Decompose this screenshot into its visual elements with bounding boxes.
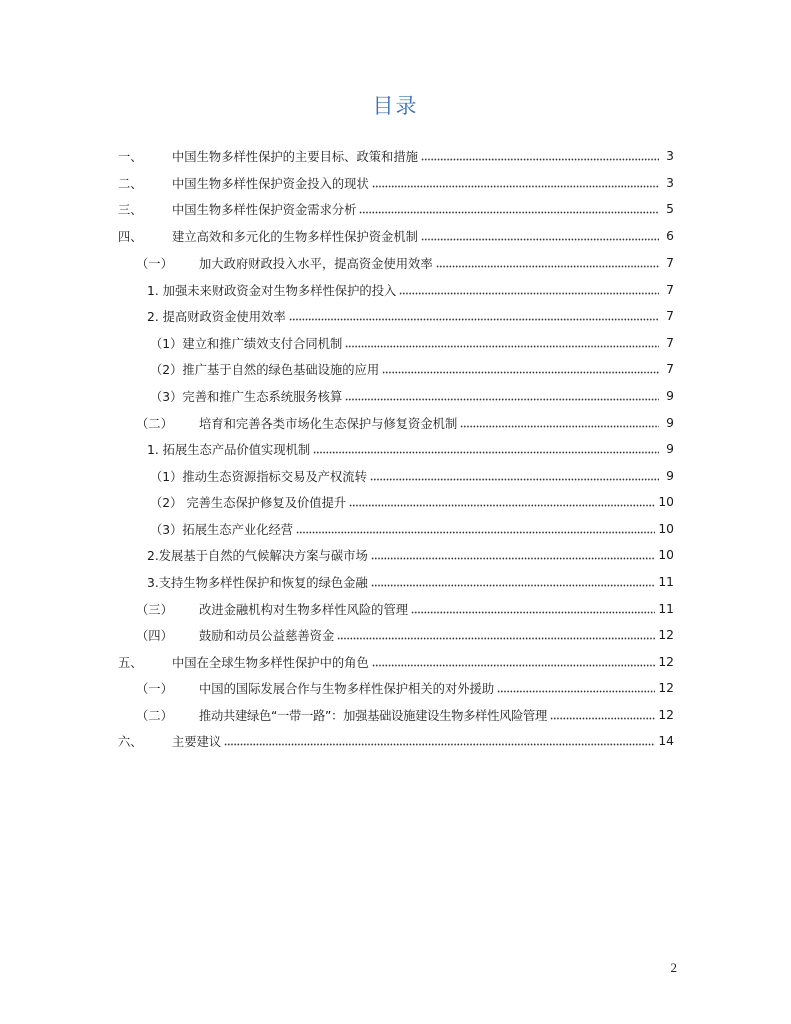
toc-entry[interactable] bbox=[147, 280, 674, 300]
toc-entry-number: （三） bbox=[136, 603, 173, 617]
toc-entry-label: （1）推动生态资源指标交易及产权流转 bbox=[150, 470, 367, 484]
toc-entry-label: （2） 完善生态保护修复及价值提升 bbox=[150, 496, 347, 510]
toc-leader-dots bbox=[371, 548, 656, 560]
toc-leader-dots bbox=[550, 708, 655, 720]
toc-leader-dots bbox=[371, 575, 656, 587]
toc-entry-label: 2.发展基于自然的气候解决方案与碳市场 bbox=[147, 549, 368, 563]
toc-entry[interactable] bbox=[150, 466, 674, 486]
toc-leader-dots bbox=[289, 309, 659, 321]
toc-entry-label: 3.支持生物多样性保护和恢复的绿色金融 bbox=[147, 576, 368, 590]
toc-entry-number: （一） bbox=[136, 257, 173, 271]
toc-entry[interactable] bbox=[147, 545, 674, 565]
toc-leader-dots bbox=[399, 283, 659, 295]
toc-entry[interactable] bbox=[136, 253, 674, 273]
toc-entry-page: 9 bbox=[666, 416, 674, 430]
toc-entry[interactable] bbox=[150, 386, 674, 406]
toc-leader-dots bbox=[382, 362, 659, 374]
toc-entry-label: 建立高效和多元化的生物多样性保护资金机制 bbox=[172, 230, 418, 244]
toc-entry-number: 六、 bbox=[118, 735, 143, 749]
toc-entry-label: 2. 提高财政资金使用效率 bbox=[147, 310, 286, 324]
toc-entry[interactable] bbox=[118, 199, 674, 219]
toc-leader-dots bbox=[436, 256, 659, 268]
toc-entry-page: 7 bbox=[666, 256, 674, 270]
toc-entry-page: 11 bbox=[658, 602, 674, 616]
toc-entry-number: （二） bbox=[136, 417, 173, 431]
toc-leader-dots bbox=[359, 202, 659, 214]
toc-entry[interactable] bbox=[150, 519, 674, 539]
toc-entry-label: （3）拓展生态产业化经营 bbox=[150, 523, 294, 537]
toc-entry-page: 12 bbox=[658, 628, 674, 642]
toc-entry[interactable] bbox=[150, 333, 674, 353]
toc-entry-number: 四、 bbox=[118, 230, 143, 244]
toc-leader-dots bbox=[349, 495, 655, 507]
toc-leader-dots bbox=[421, 229, 659, 241]
toc-leader-dots bbox=[224, 734, 655, 746]
toc-leader-dots bbox=[345, 336, 659, 348]
toc-entry-label: （1）建立和推广绩效支付合同机制 bbox=[150, 337, 343, 351]
toc-entry-number: 一、 bbox=[118, 150, 143, 164]
toc-entry[interactable] bbox=[136, 413, 674, 433]
toc-entry-page: 9 bbox=[666, 389, 674, 403]
toc-entry-number: （四） bbox=[136, 629, 173, 643]
toc-entry-page: 10 bbox=[658, 548, 674, 562]
toc-entry-page: 12 bbox=[658, 708, 674, 722]
toc-entry-page: 7 bbox=[666, 309, 674, 323]
toc-entry[interactable] bbox=[136, 705, 674, 725]
toc-entry[interactable] bbox=[118, 173, 674, 193]
toc-entry[interactable] bbox=[150, 359, 674, 379]
toc-leader-dots bbox=[460, 416, 659, 428]
toc-entry-label: 1. 拓展生态产品价值实现机制 bbox=[147, 443, 311, 457]
toc-entry-page: 12 bbox=[658, 681, 674, 695]
toc-entry[interactable] bbox=[136, 678, 674, 698]
toc-entry[interactable] bbox=[118, 731, 674, 751]
toc-entry[interactable] bbox=[136, 599, 674, 619]
toc-entry-label: 1. 加强未来财政资金对生物多样性保护的投入 bbox=[147, 284, 397, 298]
toc-leader-dots bbox=[421, 149, 659, 161]
toc-entry-label: 改进金融机构对生物多样性风险的管理 bbox=[199, 603, 409, 617]
toc-entry-page: 11 bbox=[658, 575, 674, 589]
toc-leader-dots bbox=[411, 602, 655, 614]
toc-leader-dots bbox=[372, 655, 656, 667]
toc-leader-dots bbox=[313, 442, 659, 454]
toc-entry-label: 推动共建绿色“一带一路”：加强基础设施建设生物多样性风险管理 bbox=[199, 709, 548, 723]
toc-entry-page: 7 bbox=[666, 336, 674, 350]
toc-entry[interactable] bbox=[118, 146, 674, 166]
toc-leader-dots bbox=[337, 628, 655, 640]
toc-entry-label: （3）完善和推广生态系统服务核算 bbox=[150, 390, 343, 404]
toc-entry-label: 加大政府财政投入水平，提高资金使用效率 bbox=[199, 257, 433, 271]
toc-entry-label: 中国生物多样性保护资金投入的现状 bbox=[172, 177, 369, 191]
toc-entry-label: 中国生物多样性保护的主要目标、政策和措施 bbox=[172, 150, 418, 164]
toc-entry-page: 3 bbox=[666, 149, 674, 163]
toc-leader-dots bbox=[370, 469, 659, 481]
toc-leader-dots bbox=[345, 389, 659, 401]
toc-entry-page: 5 bbox=[666, 202, 674, 216]
page-number: 2 bbox=[670, 960, 677, 975]
toc-leader-dots bbox=[296, 522, 655, 534]
toc-entry-label: 鼓励和动员公益慈善资金 bbox=[199, 629, 335, 643]
toc-leader-dots bbox=[497, 681, 655, 693]
toc-entry-page: 9 bbox=[666, 469, 674, 483]
toc-leader-dots bbox=[372, 176, 659, 188]
toc-entry-label: 中国生物多样性保护资金需求分析 bbox=[172, 203, 357, 217]
toc-entry-page: 10 bbox=[658, 495, 674, 509]
toc-title: 目录 bbox=[372, 94, 419, 118]
toc-entry-number: （二） bbox=[136, 709, 173, 723]
toc-entry-page: 12 bbox=[658, 655, 674, 669]
toc-entry[interactable] bbox=[147, 306, 674, 326]
toc-entry[interactable] bbox=[150, 492, 674, 512]
toc-entry[interactable] bbox=[136, 625, 674, 645]
toc-entry-page: 10 bbox=[658, 522, 674, 536]
toc-entry-label: 中国在全球生物多样性保护中的角色 bbox=[172, 656, 369, 670]
toc-entry-page: 14 bbox=[658, 734, 674, 748]
toc-entry-label: 主要建议 bbox=[172, 735, 222, 749]
toc-entry-page: 3 bbox=[666, 176, 674, 190]
toc-entry[interactable] bbox=[118, 652, 674, 672]
toc-entry[interactable] bbox=[147, 439, 674, 459]
toc-entry-number: （一） bbox=[136, 682, 173, 696]
toc-entry-number: 三、 bbox=[118, 203, 143, 217]
toc-entry-page: 7 bbox=[666, 362, 674, 376]
toc-entry-number: 二、 bbox=[118, 177, 143, 191]
toc-entry[interactable] bbox=[118, 226, 674, 246]
toc-entry-page: 7 bbox=[666, 283, 674, 297]
toc-entry-label: 培育和完善各类市场化生态保护与修复资金机制 bbox=[199, 417, 458, 431]
toc-entry-page: 6 bbox=[666, 229, 674, 243]
toc-entry-label: 中国的国际发展合作与生物多样性保护相关的对外援助 bbox=[199, 682, 495, 696]
toc-entry-number: 五、 bbox=[118, 656, 143, 670]
toc-entry[interactable] bbox=[147, 572, 674, 592]
toc-entry-page: 9 bbox=[666, 442, 674, 456]
toc-entry-label: （2）推广基于自然的绿色基础设施的应用 bbox=[150, 363, 380, 377]
